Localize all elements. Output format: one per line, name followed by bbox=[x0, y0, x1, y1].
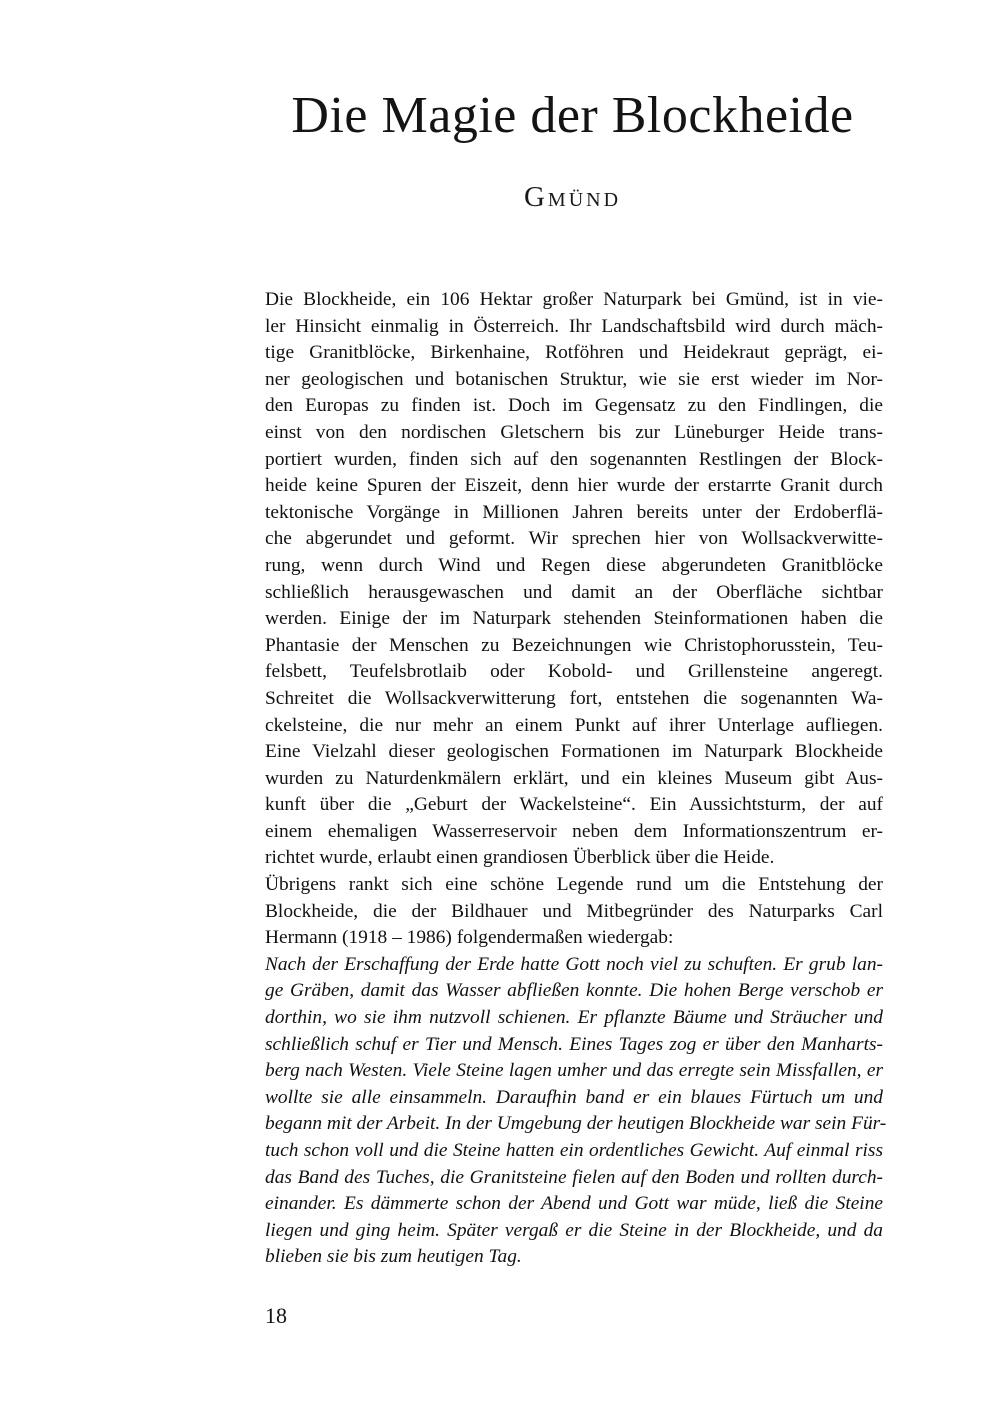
body-line: felsbett, Teufelsbrotlaib oder Kobold- und Grillensteine angeregt. bbox=[265, 661, 883, 683]
body-line: ner geologischen und botanischen Struktur, wie sie erst wieder im Nor- bbox=[265, 368, 883, 390]
page-subtitle: Gmünd bbox=[523, 181, 622, 213]
legend-line: schließlich schuf er Tier und Mensch. Eines Tages zog er über den Manharts- bbox=[265, 1033, 883, 1055]
body-line: che abgerundet und geformt. Wir sprechen hier von Wollsackverwitte- bbox=[265, 528, 883, 550]
body-line: einem ehemaligen Wasserreservoir neben dem Informationszentrum er- bbox=[265, 820, 883, 842]
legend-line: dorthin, wo sie ihm nutzvoll schienen. Er pflanzte Bäume und Sträucher und bbox=[265, 1007, 883, 1029]
body-line: werden. Einige der im Naturpark stehenden Steinformationen haben die bbox=[265, 608, 883, 630]
legend-line: liegen und ging heim. Später vergaß er die Steine in der Blockheide, und da bbox=[265, 1219, 883, 1241]
legend-quote bbox=[265, 952, 887, 1271]
body-line: Hermann (1918 – 1986) folgendermaßen wiedergab: bbox=[265, 927, 674, 949]
body-line: ckelsteine, die nur mehr an einem Punkt auf ihrer Unterlage aufliegen. bbox=[265, 714, 883, 736]
body-line: Die Blockheide, ein 106 Hektar großer Naturpark bei Gmünd, ist in vie- bbox=[265, 289, 883, 310]
body-line: den Europas zu finden ist. Doch im Gegensatz zu den Findlingen, die bbox=[265, 395, 883, 417]
body-line: portiert wurden, finden sich auf den sogenannten Restlingen der Block- bbox=[265, 448, 883, 470]
legend-line: Nach der Erschaffung der Erde hatte Gott noch viel zu schuften. Er grub lan- bbox=[265, 953, 883, 975]
body-line: tige Granitblöcke, Birkenhaine, Rotföhren und Heidekraut geprägt, ei- bbox=[265, 342, 883, 364]
legend-line: ge Gräben, damit das Wasser abfließen konnte. Die hohen Berge verschob er bbox=[265, 980, 883, 1002]
body-line: rung, wenn durch Wind und Regen diese abgerundeten Granitblöcke bbox=[265, 554, 883, 576]
body-line: richtet wurde, erlaubt einen grandiosen Überblick über die Heide. bbox=[265, 847, 775, 869]
legend-line: einander. Es dämmerte schon der Abend und Gott war müde, ließ die Steine bbox=[265, 1193, 883, 1215]
body-line: heide keine Spuren der Eiszeit, denn hier wurde der erstarrte Granit durch bbox=[265, 475, 883, 497]
body-line: kunft über die „Geburt der Wackelsteine“. Ein Aussichtsturm, der auf bbox=[265, 794, 883, 816]
legend-line: das Band des Tuches, die Granitsteine fielen auf den Boden und rollten durch- bbox=[265, 1166, 883, 1188]
legend-line: blieben sie bis zum heutigen Tag. bbox=[265, 1246, 522, 1268]
body-line: Schreitet die Wollsackverwitterung fort, entstehen die sogenannten Wa- bbox=[265, 687, 883, 709]
body-line: ler Hinsicht einmalig in Österreich. Ihr Landschaftsbild wird durch mäch- bbox=[265, 315, 883, 337]
body-line: Phantasie der Menschen zu Bezeichnungen wie Christophorusstein, Teu- bbox=[265, 634, 883, 656]
body-line: Übrigens rankt sich eine schöne Legende rund um die Entstehung der bbox=[265, 874, 883, 896]
legend-line: berg nach Westen. Viele Steine lagen umher und das erregte sein Missfallen, er bbox=[265, 1060, 883, 1082]
body-line: schließlich herausgewaschen und damit an der Oberfläche sichtbar bbox=[265, 581, 883, 603]
body-line: einst von den nordischen Gletschern bis zur Lüneburger Heide trans- bbox=[265, 421, 883, 443]
body-line: Eine Vielzahl dieser geologischen Formationen im Naturpark Blockheide bbox=[265, 741, 883, 763]
article-body bbox=[265, 287, 887, 1271]
legend-line: tuch schon voll und die Steine hatten ein ordentliches Gewicht. Auf einmal riss bbox=[265, 1140, 883, 1161]
page-number: 18 bbox=[265, 1303, 287, 1328]
body-line: tektonische Vorgänge in Millionen Jahren bereits unter der Erdoberflä- bbox=[265, 501, 883, 523]
main-paragraph bbox=[265, 287, 883, 952]
legend-line: begann mit der Arbeit. In der Umgebung der heutigen Blockheide war sein Für- bbox=[265, 1113, 887, 1135]
body-line: Blockheide, die der Bildhauer und Mitbegründer des Naturparks Carl bbox=[265, 900, 883, 922]
legend-line: wollte sie alle einsammeln. Daraufhin band er ein blaues Fürtuch um und bbox=[265, 1086, 883, 1108]
body-line: wurden zu Naturdenkmälern erklärt, und ein kleines Museum gibt Aus- bbox=[265, 767, 883, 789]
page-title: Die Magie der Blockheide bbox=[291, 87, 854, 144]
